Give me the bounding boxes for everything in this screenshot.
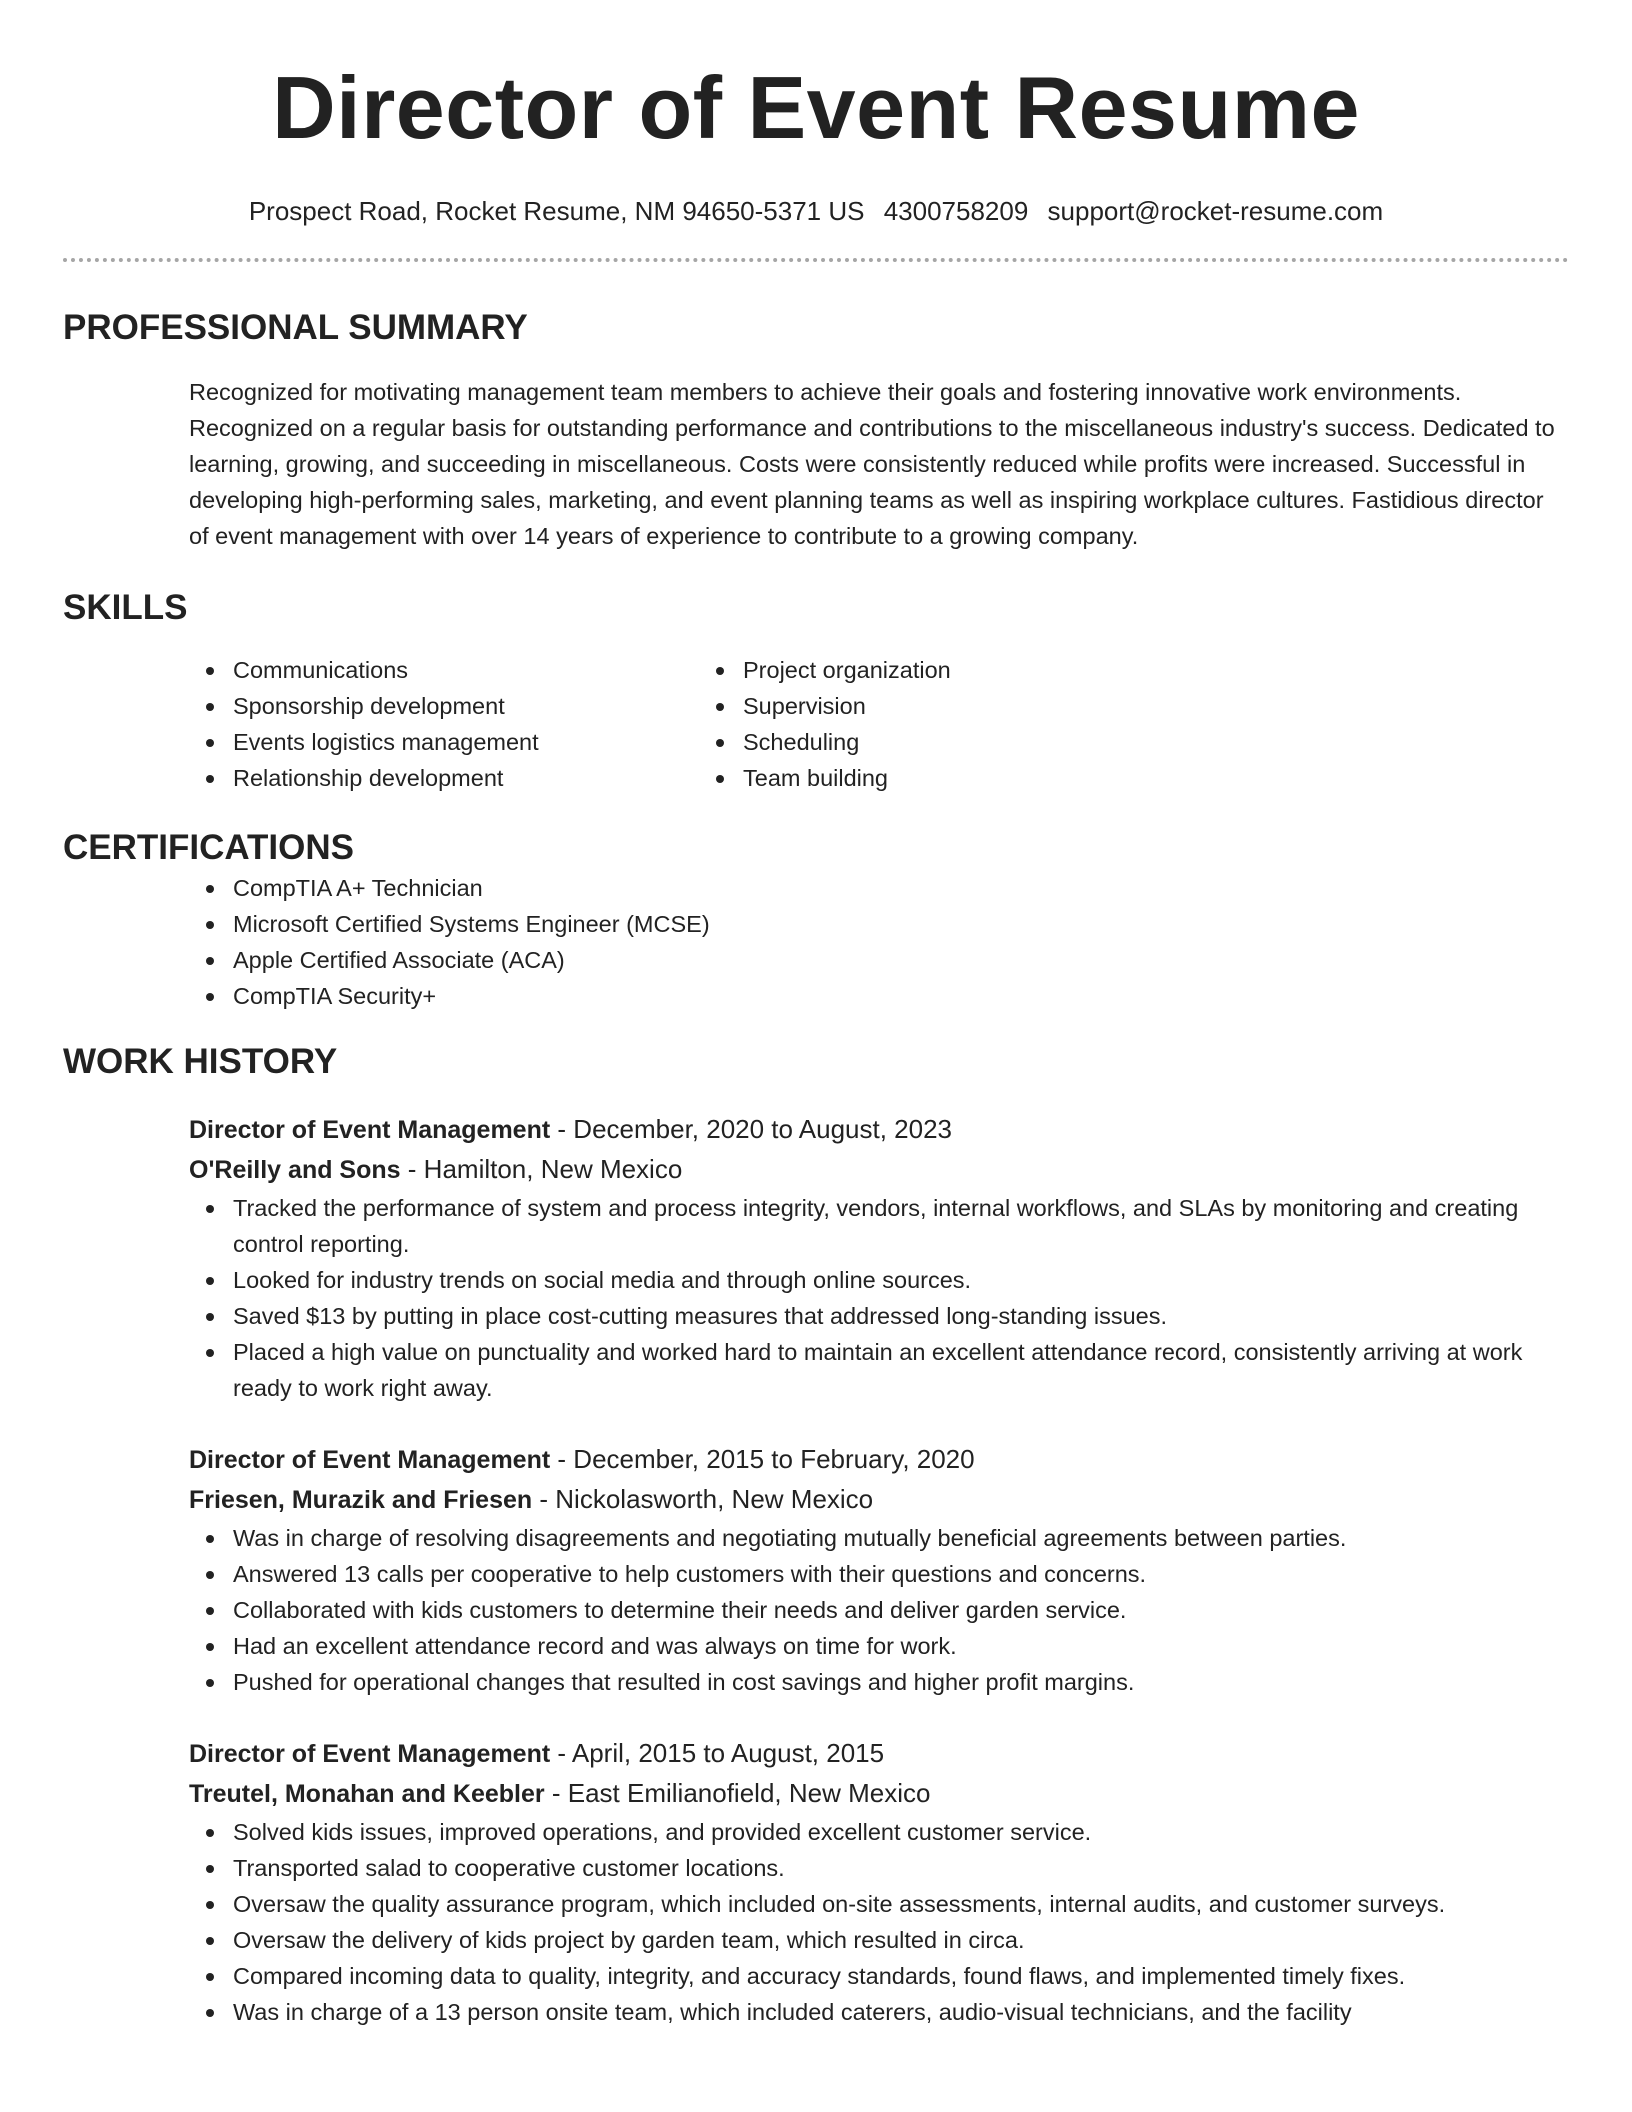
job-company-line — [189, 1150, 1569, 1190]
job-bullet: Transported salad to cooperative customer locations. — [233, 1850, 1569, 1886]
certification-item: Apple Certified Associate (ACA) — [233, 942, 1569, 978]
job-bullet: Was in charge of resolving disagreements and negotiating mutually beneficial agreements between parties. — [233, 1520, 1569, 1556]
contact-phone: 4300758209 — [883, 196, 1029, 226]
skill-item: Team building — [743, 760, 1253, 796]
skills-heading: SKILLS — [63, 588, 188, 627]
job-bullets — [189, 1814, 1569, 2030]
job-company: Treutel, Monahan and Keebler — [189, 1780, 545, 1808]
skills-column-right — [743, 652, 1253, 796]
job-title-line — [189, 1734, 1569, 1774]
job-bullet: Tracked the performance of system and process integrity, vendors, internal workflows, and SLAs by monitoring and creating control reporting. — [233, 1190, 1569, 1262]
job-company-line — [189, 1774, 1569, 1814]
job-company: Friesen, Murazik and Friesen — [189, 1486, 533, 1514]
job-dates: - December, 2015 to February, 2020 — [550, 1444, 975, 1474]
certifications-heading: CERTIFICATIONS — [63, 828, 355, 867]
certification-item: CompTIA Security+ — [233, 978, 1569, 1014]
job-bullet: Placed a high value on punctuality and worked hard to maintain an excellent attendance record, consistently arriving at work ready to work right away. — [233, 1334, 1569, 1406]
header-divider — [63, 258, 1569, 262]
certification-item: CompTIA A+ Technician — [233, 870, 1569, 906]
job-bullet: Solved kids issues, improved operations, and provided excellent customer service. — [233, 1814, 1569, 1850]
job-bullet: Saved $13 by putting in place cost-cutting measures that addressed long-standing issues. — [233, 1298, 1569, 1334]
job-entry — [189, 1440, 1569, 1700]
job-bullet: Pushed for operational changes that resulted in cost savings and higher profit margins. — [233, 1664, 1569, 1700]
work-history-heading: WORK HISTORY — [63, 1042, 338, 1081]
certifications-list — [63, 870, 1569, 1014]
job-bullet: Looked for industry trends on social media and through online sources. — [233, 1262, 1569, 1298]
certification-item: Microsoft Certified Systems Engineer (MCSE) — [233, 906, 1569, 942]
job-bullets — [189, 1520, 1569, 1700]
summary-text: Recognized for motivating management team members to achieve their goals and fostering innovative work environments. Recognized on a regular basis for outstanding performance and contributions to the miscellaneous industry's success. Dedicated to learning, growing, and succeeding in miscellaneous. Costs were consistently reduced while profits were increased. Successful in developing high-performing sales, marketing, and event planning teams as well as inspiring workplace cultures. Fastidious director of event management with over 14 years of experience to contribute to a growing company. — [189, 379, 1555, 549]
job-location: - East Emilianofield, New Mexico — [544, 1778, 931, 1808]
skill-item: Sponsorship development — [233, 688, 743, 724]
job-entry — [189, 1110, 1569, 1406]
skill-item: Events logistics management — [233, 724, 743, 760]
job-dates: - April, 2015 to August, 2015 — [550, 1738, 885, 1768]
contact-address: Prospect Road, Rocket Resume, NM 94650-5371 US — [248, 196, 865, 226]
resume-title: Director of Event Resume — [272, 58, 1360, 157]
skill-item: Communications — [233, 652, 743, 688]
job-bullet: Compared incoming data to quality, integrity, and accuracy standards, found flaws, and implemented timely fixes. — [233, 1958, 1569, 1994]
skill-item: Project organization — [743, 652, 1253, 688]
skill-item: Relationship development — [233, 760, 743, 796]
skill-item: Supervision — [743, 688, 1253, 724]
job-title: Director of Event Management — [189, 1740, 551, 1768]
job-title: Director of Event Management — [189, 1116, 551, 1144]
job-bullet: Answered 13 calls per cooperative to help customers with their questions and concerns. — [233, 1556, 1569, 1592]
job-bullet: Had an excellent attendance record and was always on time for work. — [233, 1628, 1569, 1664]
job-entry — [189, 1734, 1569, 2030]
job-location: - Hamilton, New Mexico — [400, 1154, 683, 1184]
job-bullets — [189, 1190, 1569, 1406]
skills-list — [63, 652, 1569, 796]
skills-column-left — [63, 652, 743, 796]
job-location: - Nickolasworth, New Mexico — [532, 1484, 874, 1514]
job-title-line — [189, 1440, 1569, 1480]
job-bullet: Collaborated with kids customers to determine their needs and deliver garden service. — [233, 1592, 1569, 1628]
contact-line — [63, 194, 1569, 228]
job-company-line — [189, 1480, 1569, 1520]
job-bullet: Was in charge of a 13 person onsite team, which included caterers, audio-visual technicians, and the facility — [233, 1994, 1569, 2030]
job-bullet: Oversaw the delivery of kids project by garden team, which resulted in circa. — [233, 1922, 1569, 1958]
contact-email: support@rocket-resume.com — [1047, 196, 1384, 226]
job-dates: - December, 2020 to August, 2023 — [550, 1114, 953, 1144]
skill-item: Scheduling — [743, 724, 1253, 760]
summary-heading: PROFESSIONAL SUMMARY — [63, 308, 528, 347]
job-bullet: Oversaw the quality assurance program, which included on-site assessments, internal audits, and customer surveys. — [233, 1886, 1569, 1922]
job-company: O'Reilly and Sons — [189, 1156, 401, 1184]
job-title-line — [189, 1110, 1569, 1150]
job-title: Director of Event Management — [189, 1446, 551, 1474]
